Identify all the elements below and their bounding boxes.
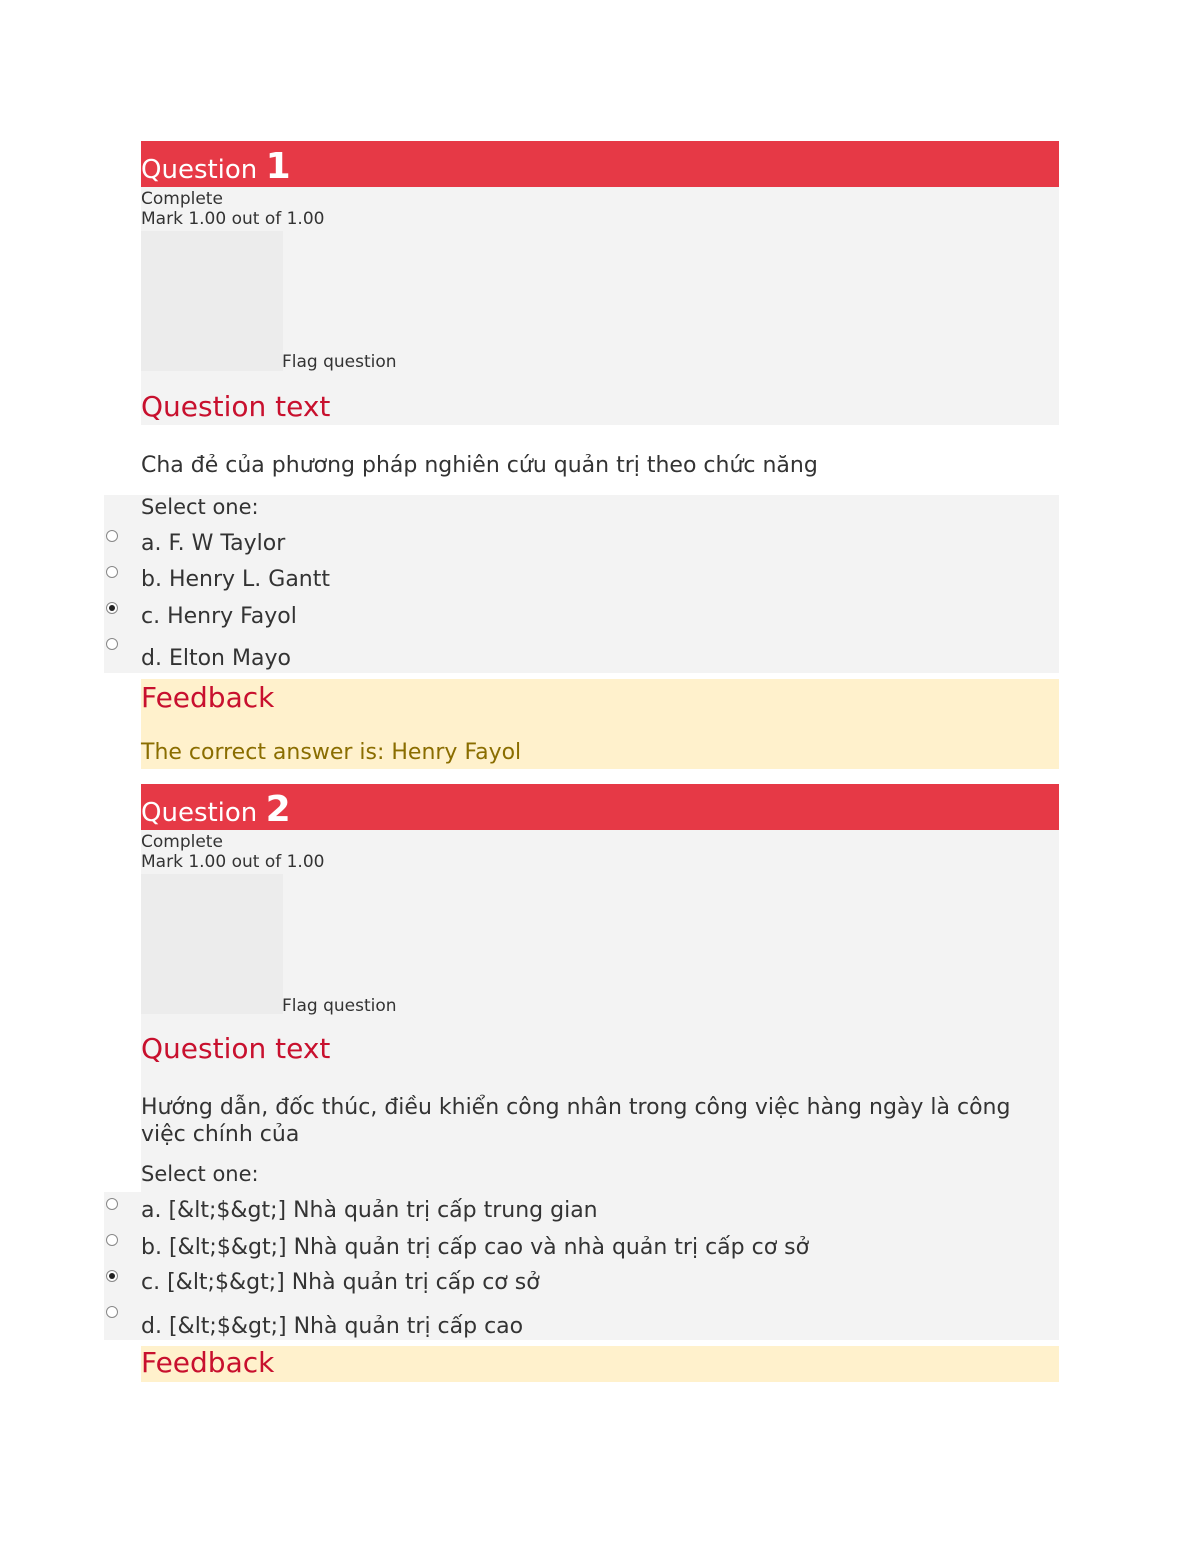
feedback-heading: Feedback (141, 1346, 275, 1379)
radio-option-a[interactable] (106, 530, 118, 542)
question-state: Complete (141, 832, 223, 852)
select-one-label: Select one: (141, 1162, 259, 1186)
question-state: Complete (141, 189, 223, 209)
question-1-answers (104, 495, 1059, 673)
radio-option-b[interactable] (106, 1234, 118, 1246)
flag-icon[interactable] (141, 874, 283, 1014)
question-2-answers (104, 1192, 1059, 1340)
feedback-heading: Feedback (141, 681, 275, 714)
option-d-label[interactable]: d. Elton Mayo (141, 646, 291, 671)
question-2-title (141, 789, 291, 830)
option-c-label[interactable]: c. [&lt;$&gt;] Nhà quản trị cấp cơ sở (141, 1270, 540, 1295)
radio-option-b[interactable] (106, 566, 118, 578)
question-mark: Mark 1.00 out of 1.00 (141, 852, 325, 872)
question-2-text: Hướng dẫn, đốc thúc, điều khiển công nhân trong công việc hàng ngày là công việc chính của (141, 1095, 1011, 1147)
question-label: Question (141, 155, 258, 185)
option-c-label[interactable]: c. Henry Fayol (141, 604, 297, 629)
question-1-feedback (141, 679, 1059, 769)
radio-option-c[interactable] (106, 1270, 118, 1282)
question-1-header (141, 141, 1059, 187)
option-d-label[interactable]: d. [&lt;$&gt;] Nhà quản trị cấp cao (141, 1314, 524, 1339)
radio-option-a[interactable] (106, 1198, 118, 1210)
question-number: 1 (265, 146, 291, 187)
question-text-heading: Question text (141, 390, 331, 423)
flag-question-link[interactable]: Flag question (282, 996, 397, 1016)
question-number: 2 (265, 789, 291, 830)
question-label: Question (141, 798, 258, 828)
question-text-heading: Question text (141, 1032, 331, 1065)
flag-question-link[interactable]: Flag question (282, 352, 397, 372)
option-b-label[interactable]: b. Henry L. Gantt (141, 567, 330, 592)
question-1-info (141, 187, 1059, 425)
option-b-label[interactable]: b. [&lt;$&gt;] Nhà quản trị cấp cao và nhà quản trị cấp cơ sở (141, 1235, 810, 1260)
question-1-text: Cha đẻ của phương pháp nghiên cứu quản trị theo chức năng (141, 453, 818, 478)
question-mark: Mark 1.00 out of 1.00 (141, 209, 325, 229)
option-a-label[interactable]: a. [&lt;$&gt;] Nhà quản trị cấp trung gian (141, 1198, 598, 1223)
option-a-label[interactable]: a. F. W Taylor (141, 531, 286, 556)
radio-option-c[interactable] (106, 602, 118, 614)
radio-option-d[interactable] (106, 638, 118, 650)
question-1-title (141, 146, 291, 187)
feedback-text: The correct answer is: Henry Fayol (141, 740, 522, 765)
question-2-header (141, 784, 1059, 830)
question-2-feedback (141, 1346, 1059, 1382)
flag-icon[interactable] (141, 231, 283, 371)
select-one-label: Select one: (141, 495, 259, 519)
radio-option-d[interactable] (106, 1306, 118, 1318)
